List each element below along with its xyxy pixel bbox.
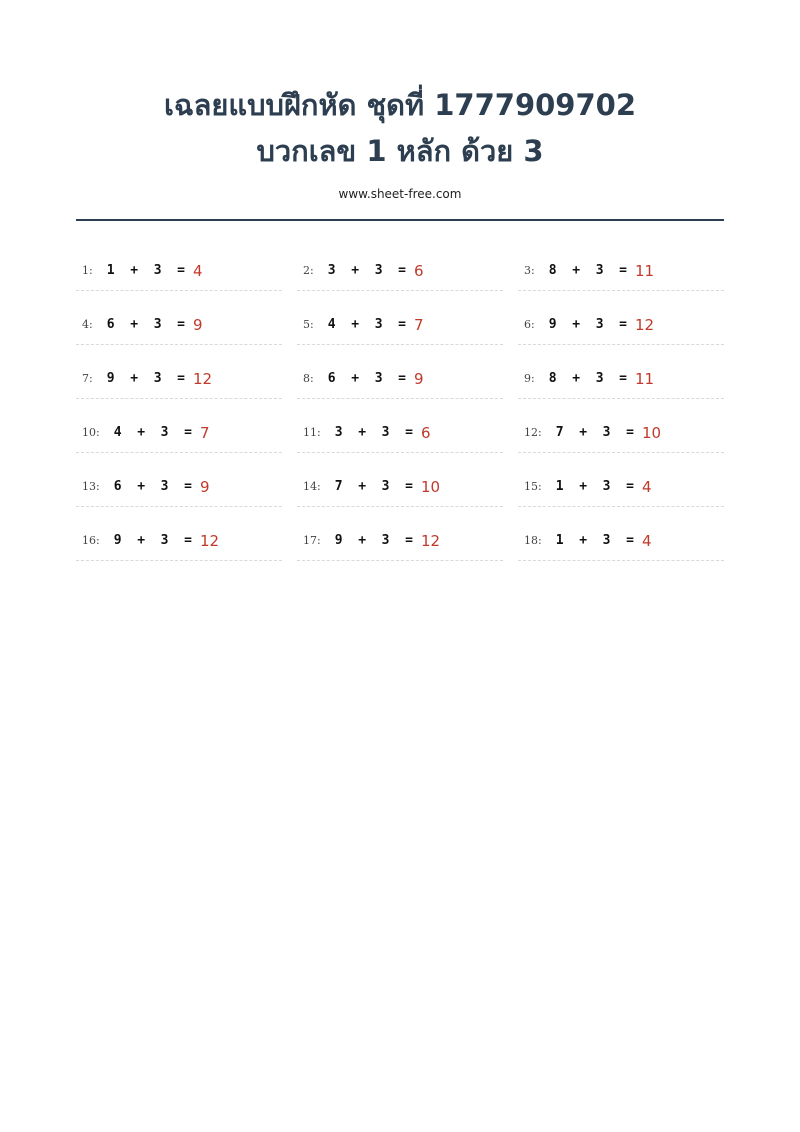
- equals-sign: =: [619, 317, 627, 332]
- problem-number: 14:: [303, 480, 321, 493]
- equals-sign: =: [405, 479, 413, 494]
- problem-item: [297, 453, 503, 507]
- operand-b: 3: [160, 425, 169, 440]
- problem-item: [297, 237, 503, 291]
- problem-number: 17:: [303, 534, 321, 547]
- operand-a: 1: [106, 263, 115, 278]
- operand-b: 3: [602, 479, 611, 494]
- operand-a: 7: [334, 479, 343, 494]
- equals-sign: =: [626, 533, 634, 548]
- website-label: www.sheet-free.com: [338, 187, 462, 201]
- problem-number: 10:: [82, 426, 100, 439]
- problem-answer: 9: [199, 477, 210, 496]
- problem-answer: 11: [635, 369, 655, 388]
- operand-a: 3: [327, 263, 336, 278]
- operator: +: [351, 263, 360, 278]
- problem-answer: 4: [193, 261, 203, 280]
- problem-item: [518, 453, 724, 507]
- problem-expression: [328, 371, 406, 386]
- operand-a: 3: [334, 425, 343, 440]
- operand-b: 3: [381, 533, 390, 548]
- problem-answer: 7: [414, 315, 424, 334]
- header: [76, 82, 724, 202]
- problem-number: 3:: [524, 264, 535, 277]
- problem-item: [518, 399, 724, 453]
- operand-a: 9: [334, 533, 343, 548]
- equals-sign: =: [398, 263, 406, 278]
- problem-expression: [114, 533, 192, 548]
- problem-number: 8:: [303, 372, 314, 385]
- problem-number: 11:: [303, 426, 321, 439]
- problem-answer: 10: [641, 423, 662, 442]
- problem-number: 2:: [303, 264, 314, 277]
- problem-item: [518, 507, 724, 561]
- operator: +: [358, 533, 367, 548]
- problem-answer: 4: [641, 477, 652, 496]
- operand-b: 3: [595, 371, 604, 386]
- problem-number: 13:: [82, 480, 100, 493]
- problem-expression: [556, 533, 634, 548]
- operand-a: 6: [113, 479, 122, 494]
- problem-answer: 6: [414, 261, 424, 280]
- operator: +: [351, 371, 360, 386]
- operator: +: [572, 263, 581, 278]
- problem-expression: [556, 479, 634, 494]
- equals-sign: =: [177, 317, 185, 332]
- problem-answer: 12: [420, 531, 441, 550]
- problem-grid: [76, 237, 724, 561]
- problem-item: [297, 345, 503, 399]
- problem-item: [297, 399, 503, 453]
- operator: +: [579, 479, 588, 494]
- operator: +: [130, 371, 139, 386]
- operand-b: 3: [381, 479, 390, 494]
- operand-b: 3: [374, 317, 383, 332]
- problem-item: [76, 507, 282, 561]
- equals-sign: =: [398, 317, 406, 332]
- operator: +: [137, 533, 146, 548]
- operand-b: 3: [595, 317, 604, 332]
- problem-expression: [107, 263, 185, 278]
- problem-expression: [549, 263, 627, 278]
- problem-expression: [114, 479, 192, 494]
- problem-number: 15:: [524, 480, 542, 493]
- problem-number: 18:: [524, 534, 542, 547]
- problem-item: [76, 345, 282, 399]
- problem-expression: [549, 317, 627, 332]
- problem-number: 4:: [82, 318, 93, 331]
- problem-expression: [549, 371, 627, 386]
- operand-a: 1: [555, 479, 564, 494]
- operator: +: [351, 317, 360, 332]
- operator: +: [358, 479, 367, 494]
- problem-number: 16:: [82, 534, 100, 547]
- operand-a: 8: [548, 371, 557, 386]
- equals-sign: =: [184, 533, 192, 548]
- problem-item: [297, 507, 503, 561]
- problem-answer: 12: [199, 531, 220, 550]
- equals-sign: =: [177, 371, 185, 386]
- problem-answer: 12: [635, 315, 655, 334]
- problem-expression: [107, 371, 185, 386]
- problem-expression: [107, 317, 185, 332]
- problem-answer: 10: [420, 477, 441, 496]
- operand-a: 6: [327, 371, 336, 386]
- operand-a: 8: [548, 263, 557, 278]
- operator: +: [130, 263, 139, 278]
- problem-item: [76, 291, 282, 345]
- problem-item: [297, 291, 503, 345]
- operand-a: 9: [113, 533, 122, 548]
- problem-expression: [328, 263, 406, 278]
- header-divider: [76, 219, 724, 221]
- operand-b: 3: [374, 263, 383, 278]
- problem-number: 6:: [524, 318, 535, 331]
- operand-a: 7: [555, 425, 564, 440]
- problem-number: 7:: [82, 372, 93, 385]
- problem-answer: 4: [641, 531, 652, 550]
- problem-answer: 11: [635, 261, 655, 280]
- problem-answer: 6: [420, 423, 431, 442]
- operator: +: [137, 479, 146, 494]
- operand-b: 3: [381, 425, 390, 440]
- problem-item: [518, 291, 724, 345]
- equals-sign: =: [626, 425, 634, 440]
- problem-expression: [335, 479, 413, 494]
- operand-b: 3: [153, 263, 162, 278]
- operand-a: 4: [113, 425, 122, 440]
- operator: +: [137, 425, 146, 440]
- operator: +: [572, 317, 581, 332]
- equals-sign: =: [626, 479, 634, 494]
- problem-item: [76, 237, 282, 291]
- problem-expression: [328, 317, 406, 332]
- problem-expression: [335, 425, 413, 440]
- operand-b: 3: [153, 371, 162, 386]
- equals-sign: =: [184, 479, 192, 494]
- problem-answer: 9: [193, 315, 203, 334]
- equals-sign: =: [184, 425, 192, 440]
- operand-b: 3: [160, 479, 169, 494]
- problem-number: 5:: [303, 318, 314, 331]
- problem-item: [518, 237, 724, 291]
- operator: +: [579, 425, 588, 440]
- operator: +: [130, 317, 139, 332]
- operand-b: 3: [160, 533, 169, 548]
- operand-b: 3: [602, 425, 611, 440]
- problem-answer: 12: [193, 369, 213, 388]
- operand-a: 4: [327, 317, 336, 332]
- operand-a: 9: [548, 317, 557, 332]
- problem-answer: 7: [199, 423, 210, 442]
- problem-expression: [556, 425, 634, 440]
- operand-b: 3: [153, 317, 162, 332]
- operator: +: [358, 425, 367, 440]
- operand-a: 1: [555, 533, 564, 548]
- operand-a: 9: [106, 371, 115, 386]
- operator: +: [572, 371, 581, 386]
- equals-sign: =: [177, 263, 185, 278]
- equals-sign: =: [619, 263, 627, 278]
- page-title: เฉลยแบบฝึกหัด ชุดที่ 1777909702: [163, 88, 637, 122]
- problem-number: 1:: [82, 264, 93, 277]
- operand-b: 3: [595, 263, 604, 278]
- page-subtitle: บวกเลข 1 หลัก ด้วย 3: [256, 134, 544, 168]
- problem-item: [76, 453, 282, 507]
- operand-a: 6: [106, 317, 115, 332]
- problem-item: [76, 399, 282, 453]
- equals-sign: =: [405, 533, 413, 548]
- problem-expression: [335, 533, 413, 548]
- problem-number: 9:: [524, 372, 535, 385]
- equals-sign: =: [619, 371, 627, 386]
- operator: +: [579, 533, 588, 548]
- problem-item: [518, 345, 724, 399]
- problem-number: 12:: [524, 426, 542, 439]
- equals-sign: =: [398, 371, 406, 386]
- equals-sign: =: [405, 425, 413, 440]
- operand-b: 3: [374, 371, 383, 386]
- problem-expression: [114, 425, 192, 440]
- problem-answer: 9: [414, 369, 424, 388]
- operand-b: 3: [602, 533, 611, 548]
